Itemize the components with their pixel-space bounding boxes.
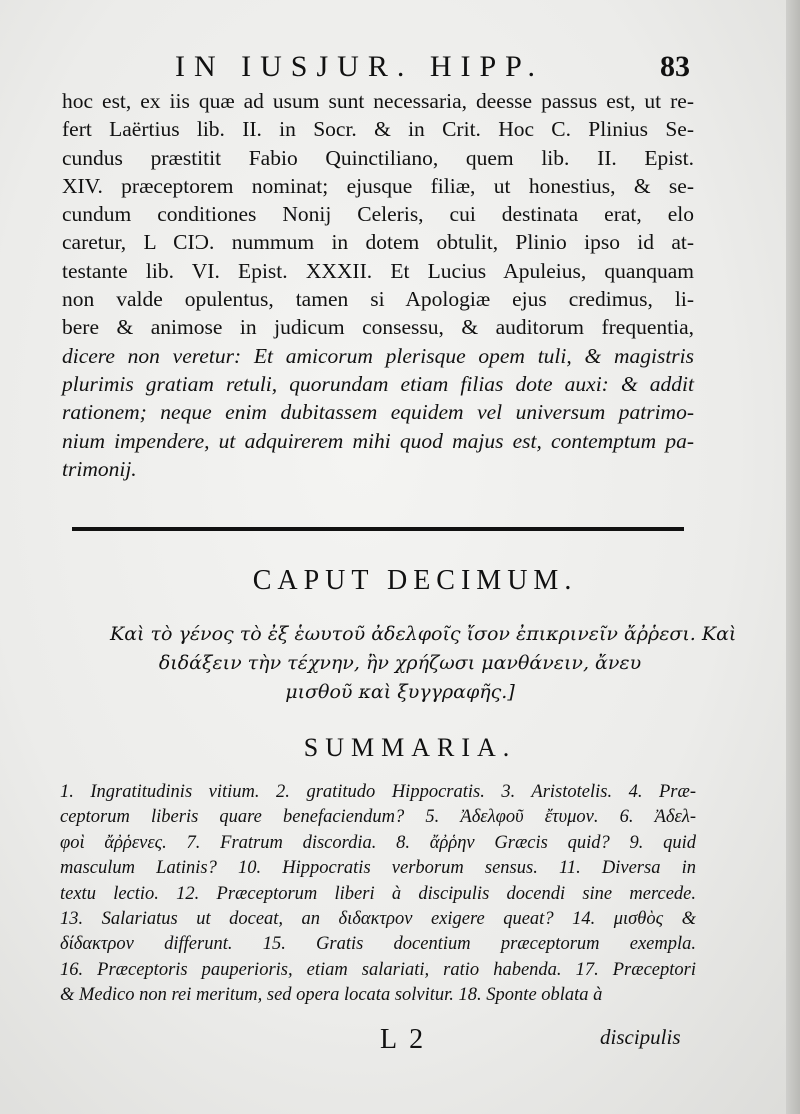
body-line: cundum conditiones Nonij Celeris, cui destinata erat, elo xyxy=(62,202,694,227)
body-line: plurimis gratiam retuli, quorundam etiam filias dote auxi: & addit xyxy=(62,371,694,396)
chapter-title: CAPUT DECIMUM. xyxy=(252,565,578,596)
body-line: nium impendere, ut adquirerem mihi quod majus est, contemptum pa- xyxy=(62,428,694,453)
body-line: non valde opulentus, tamen si Apologiæ ejus credimus, li- xyxy=(62,287,694,312)
signature-mark: L 2 xyxy=(380,1024,427,1055)
body-line: rationem; neque enim dubitassem equidem vel universum patrimo- xyxy=(62,400,694,425)
summaria-line: textu lectio. 12. Præceptorum liberi à discipulis docendi sine mercede. xyxy=(60,883,696,904)
greek-epigraph xyxy=(110,620,737,707)
greek-line: διδάξειν τὴν τέχνην, ἢν χρήζωσι μανθάνειν, ἄνευ xyxy=(158,652,642,674)
page-edge-shadow xyxy=(786,0,800,1114)
body-line: caretur, L CIƆ. nummum in dotem obtulit, Plinio ipso id at- xyxy=(62,230,694,255)
body-line: testante lib. VI. Epist. XXXII. Et Lucius Apuleius, quanquam xyxy=(62,258,694,283)
section-divider-rule xyxy=(72,527,684,531)
body-line: bere & animose in judicum consessu, & auditorum frequentia, xyxy=(62,315,694,340)
summaria-line: masculum Latinis? 10. Hippocratis verborum sensus. 11. Diversa in xyxy=(60,858,696,879)
catchword: discipulis xyxy=(600,1025,681,1049)
page-number: 83 xyxy=(660,50,690,83)
summaria-line: 1. Ingratitudinis vitium. 2. gratitudo Hippocratis. 3. Aristotelis. 4. Præ- xyxy=(60,782,696,802)
greek-line: Καὶ τὸ γένος τὸ ἐξ ἑωυτοῦ ἀδελφοῖς ἴσον ἐπικρινεῖν ἄῤῥεσι. Καὶ xyxy=(110,623,737,645)
body-paragraph xyxy=(62,87,694,483)
summaria-list xyxy=(60,780,696,1009)
summaria-line: 16. Præceptoris pauperioris, etiam salariati, ratio habenda. 17. Præceptori xyxy=(60,959,696,980)
summaria-heading: SUMMARIA. xyxy=(303,733,517,762)
running-head: IN IUSJUR. HIPP. xyxy=(175,50,545,83)
summaria-line: 13. Salariatus ut doceat, an διδακτρον exigere queat? 14. μισθὸς & xyxy=(60,909,696,930)
summaria-line: & Medico non rei meritum, sed opera locata solvitur. 18. Sponte oblata à xyxy=(60,985,603,1006)
body-line: fert Laërtius lib. II. in Socr. & in Crit. Hoc C. Plinius Se- xyxy=(62,117,694,142)
body-line: trimonij. xyxy=(62,456,137,481)
body-line: dicere non veretur: Et amicorum plerisque opem tuli, & magistris xyxy=(62,343,694,368)
summaria-line: φοὶ ἄῤῥενες. 7. Fratrum discordia. 8. ἄῤῥην Græcis quid? 9. quid xyxy=(60,832,696,853)
summaria-line: δίδακτρον differunt. 15. Gratis docentium præceptorum exempla. xyxy=(60,934,696,955)
body-line: XIV. præceptorem nominat; ejusque filiæ, ut honestius, & se- xyxy=(62,173,694,198)
summaria-line: ceptorum liberis quare benefaciendum? 5. Ἀδελφοῦ ἔτυμον. 6. Ἀδελ- xyxy=(60,807,696,828)
greek-line: μισθοῦ καὶ ξυγγραφῆς.] xyxy=(285,681,515,703)
body-line: hoc est, ex iis quæ ad usum sunt necessaria, deesse passus est, ut re- xyxy=(62,89,694,113)
body-line: cundus præstitit Fabio Quinctiliano, quem lib. II. Epist. xyxy=(62,145,694,170)
